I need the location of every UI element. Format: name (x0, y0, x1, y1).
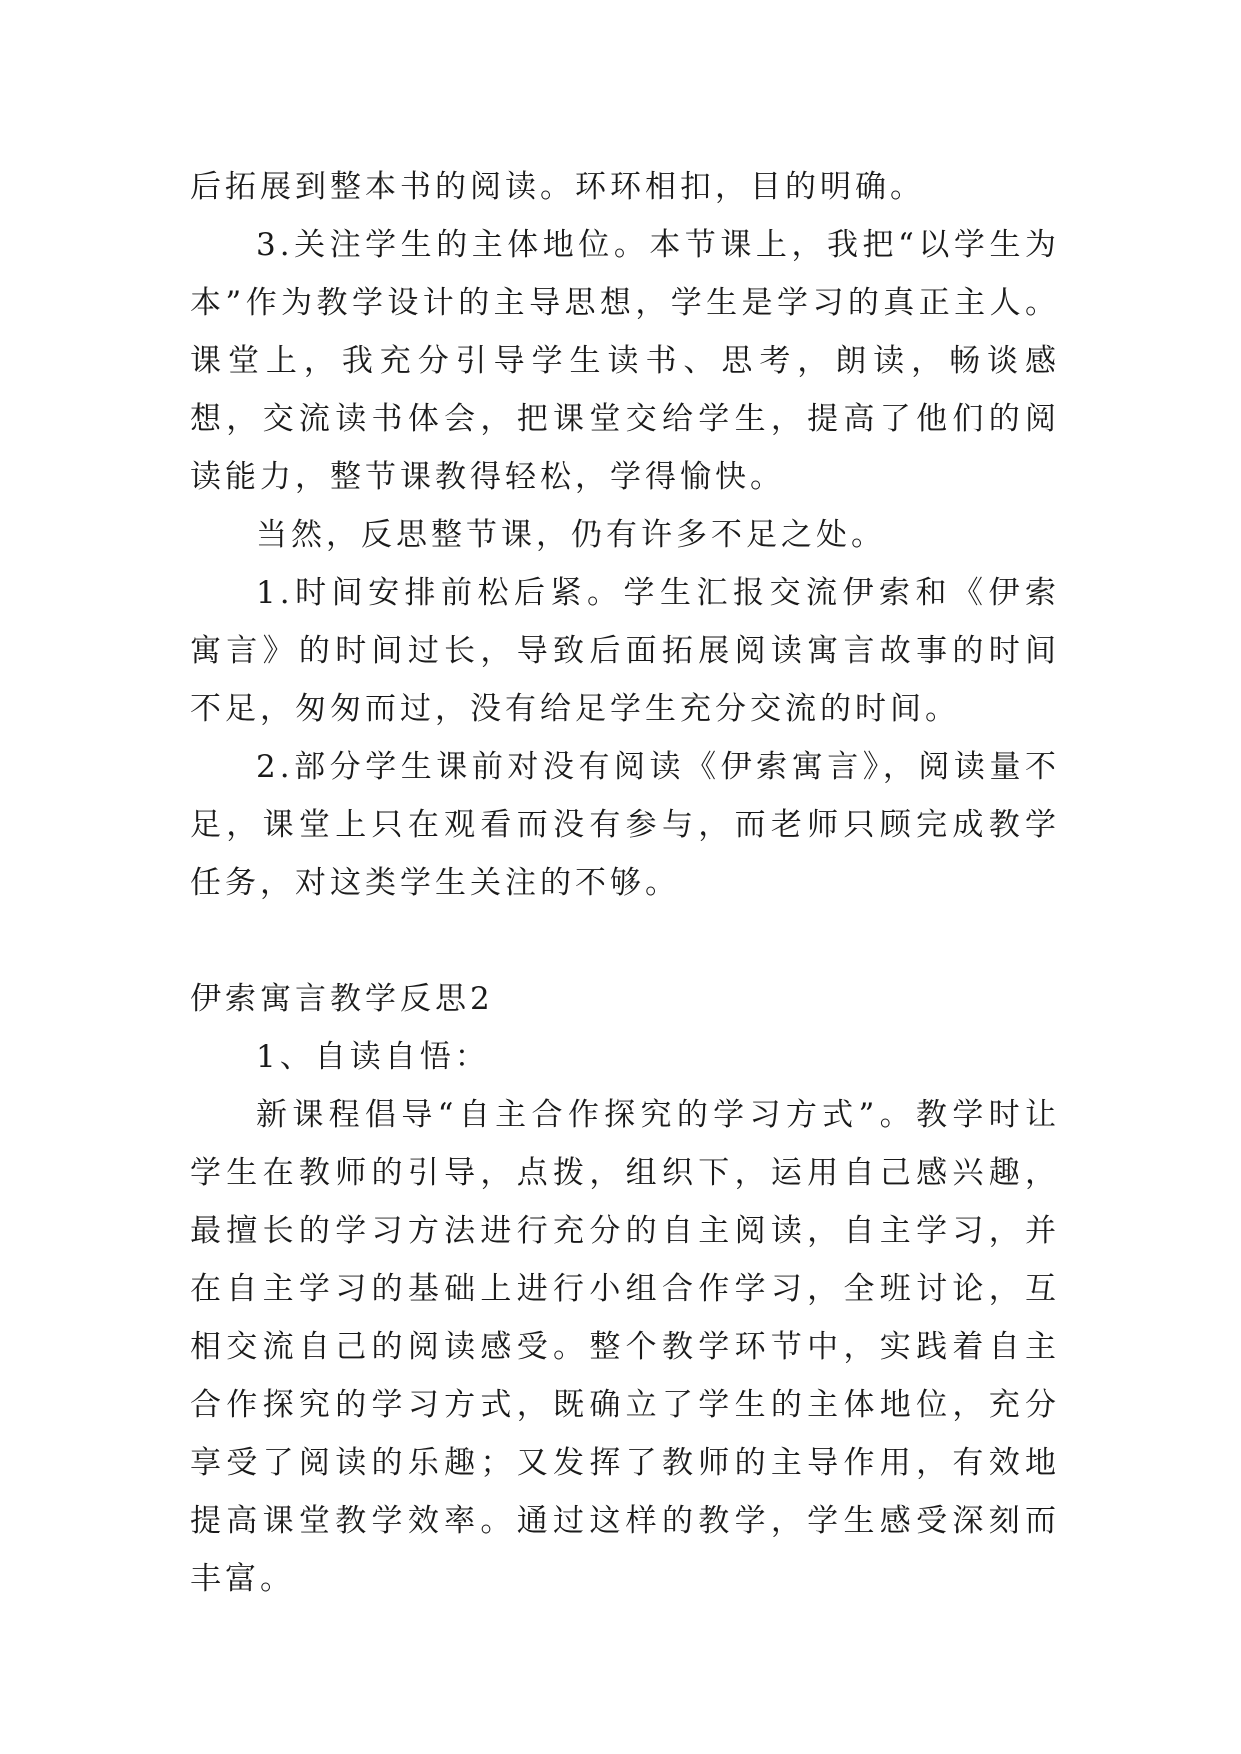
paragraph-shortcoming-1: 1.时间安排前松后紧。学生汇报交流伊索和《伊索寓言》的时间过长，导致后面拓展阅读寓言故事的时间不足，匆匆而过，没有给足学生充分交流的时间。 (190, 575, 1060, 727)
paragraph-shortcoming-2: 2.部分学生课前对没有阅读《伊索寓言》，阅读量不足，课堂上只在观看而没有参与，而老师只顾完成教学任务，对这类学生关注的不够。 (190, 749, 1060, 901)
section-heading: 伊索寓言教学反思2 (190, 981, 494, 1017)
paragraph-continuation: 后拓展到整本书的阅读。环环相扣，目的明确。 (190, 169, 925, 205)
paragraph-shortcomings-intro: 当然，反思整节课，仍有许多不足之处。 (256, 517, 886, 553)
section-gap (190, 912, 1060, 970)
paragraph-self-reading-body: 新课程倡导“自主合作探究的学习方式”。教学时让学生在教师的引导，点拨，组织下，运用自己感兴趣，最擅长的学习方法进行充分的自主阅读，自主学习，并在自主学习的基础上进行小组合作学习，全班讨论，互相交流自己的阅读感受。整个教学环节中，实践着自主合作探究的学习方式，既确立了学生的主体地位，充分享受了阅读的乐趣；又发挥了教师的主导作用，有效地提高课堂教学效率。通过这样的教学，学生感受深刻而丰富。 (190, 1097, 1060, 1597)
paragraph-point-3: 3.关注学生的主体地位。本节课上，我把“以学生为本”作为教学设计的主导思想，学生是学习的真正主人。课堂上，我充分引导学生读书、思考，朗读，畅谈感想，交流读书体会，把课堂交给学生，提高了他们的阅读能力，整节课教得轻松，学得愉快。 (190, 227, 1060, 495)
document-body (190, 158, 1060, 1608)
paragraph-self-reading-title: 1、自读自悟： (256, 1039, 490, 1075)
